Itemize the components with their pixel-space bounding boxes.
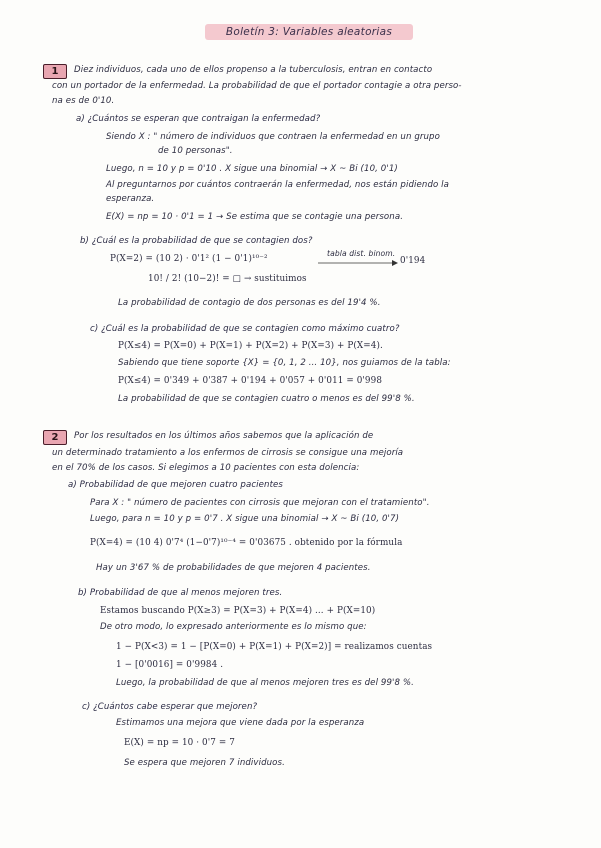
p1-statement-line-3: na es de 0'10. [52, 96, 115, 106]
p1b-question: b) ¿Cuál es la probabilidad de que se contagien dos? [80, 236, 313, 246]
p2b-line-3: 1 − P(X<3) = 1 − [P(X=0) + P(X=1) + P(X=2)] = realizamos cuentas [116, 642, 433, 652]
problem-1-number: 1 [43, 64, 67, 79]
page-title: Boletín 3: Variables aleatorias [205, 24, 413, 40]
p1a-line-1: Siendo X : " número de individuos que contraen la enfermedad en un grupo [106, 132, 440, 142]
p1b-arrow-icon [318, 260, 398, 266]
p1a-line-6: E(X) = np = 10 · 0'1 = 1 → Se estima que se contagie una persona. [106, 212, 404, 222]
p2b-question: b) Probabilidad de que al menos mejoren tres. [78, 588, 283, 598]
p1-statement-line-1: Diez individuos, cada uno de ellos propenso a la tuberculosis, entran en contacto [74, 65, 433, 75]
p2a-line-1: Para X : " número de pacientes con cirrosis que mejoran con el tratamiento". [90, 498, 430, 508]
p1a-line-4: Al preguntarnos por cuántos contraerán la enfermedad, nos están pidiendo la [106, 180, 450, 190]
p2-statement-line-2: un determinado tratamiento a los enfermos de cirrosis se consigue una mejoría [52, 448, 404, 458]
p1b-conclusion: La probabilidad de contagio de dos personas es del 19'4 %. [118, 298, 381, 308]
p2c-line-1: Estimamos una mejora que viene dada por la esperanza [116, 718, 365, 728]
p2a-formula: P(X=4) = (10 4) 0'7⁴ (1−0'7)¹⁰⁻⁴ = 0'03675 . obtenido por la fórmula [90, 538, 403, 548]
p1a-line-3: Luego, n = 10 y p = 0'10 . X sigue una binomial → X ~ Bi (10, 0'1) [106, 164, 398, 174]
p2-statement-line-1: Por los resultados en los últimos años sabemos que la aplicación de [74, 431, 374, 441]
p1b-table-note: tabla dist. binom. [327, 249, 396, 258]
p1c-line-3: P(X≤4) = 0'349 + 0'387 + 0'194 + 0'057 + 0'011 = 0'998 [118, 376, 383, 386]
p1c-line-1: P(X≤4) = P(X=0) + P(X=1) + P(X=2) + P(X=3) + P(X=4). [118, 341, 383, 351]
p1a-line-2: de 10 personas". [158, 146, 233, 156]
p1b-combinatorial: 10! / 2! (10−2)! = □ → sustituimos [148, 274, 307, 284]
p1a-question: a) ¿Cuántos se esperan que contraigan la enfermedad? [76, 114, 321, 124]
p1-statement-line-2: con un portador de la enfermedad. La probabilidad de que el portador contagie a otra perso- [52, 81, 462, 91]
p2b-line-2: De otro modo, lo expresado anteriormente es lo mismo que: [100, 622, 367, 632]
p2a-conclusion: Hay un 3'67 % de probabilidades de que mejoren 4 pacientes. [96, 563, 371, 573]
p1c-line-4: La probabilidad de que se contagien cuatro o menos es del 99'8 %. [118, 394, 415, 404]
p2c-line-2: E(X) = np = 10 · 0'7 = 7 [124, 738, 235, 748]
p2c-conclusion: Se espera que mejoren 7 individuos. [124, 758, 285, 768]
p2b-conclusion: Luego, la probabilidad de que al menos mejoren tres es del 99'8 %. [116, 678, 414, 688]
p2-statement-line-3: en el 70% de los casos. Si elegimos a 10 pacientes con esta dolencia: [52, 463, 360, 473]
p2a-question: a) Probabilidad de que mejoren cuatro pacientes [68, 480, 283, 490]
p1b-formula: P(X=2) = (10 2) · 0'1² (1 − 0'1)¹⁰⁻² [110, 254, 268, 264]
p1c-question: c) ¿Cuál es la probabilidad de que se contagien como máximo cuatro? [90, 324, 400, 334]
p1b-result: 0'194 [400, 256, 426, 266]
p2b-line-4: 1 − [0'0016] = 0'9984 . [116, 660, 224, 670]
p2c-question: c) ¿Cuántos cabe esperar que mejoren? [82, 702, 258, 712]
p1a-line-5: esperanza. [106, 194, 155, 204]
p2a-line-2: Luego, para n = 10 y p = 0'7 . X sigue una binomial → X ~ Bi (10, 0'7) [90, 514, 400, 524]
p2b-line-1: Estamos buscando P(X≥3) = P(X=3) + P(X=4) ... + P(X=10) [100, 606, 376, 616]
p1c-line-2: Sabiendo que tiene soporte {X} = {0, 1, 2 ... 10}, nos guiamos de la tabla: [118, 358, 451, 368]
problem-2-number: 2 [43, 430, 67, 445]
